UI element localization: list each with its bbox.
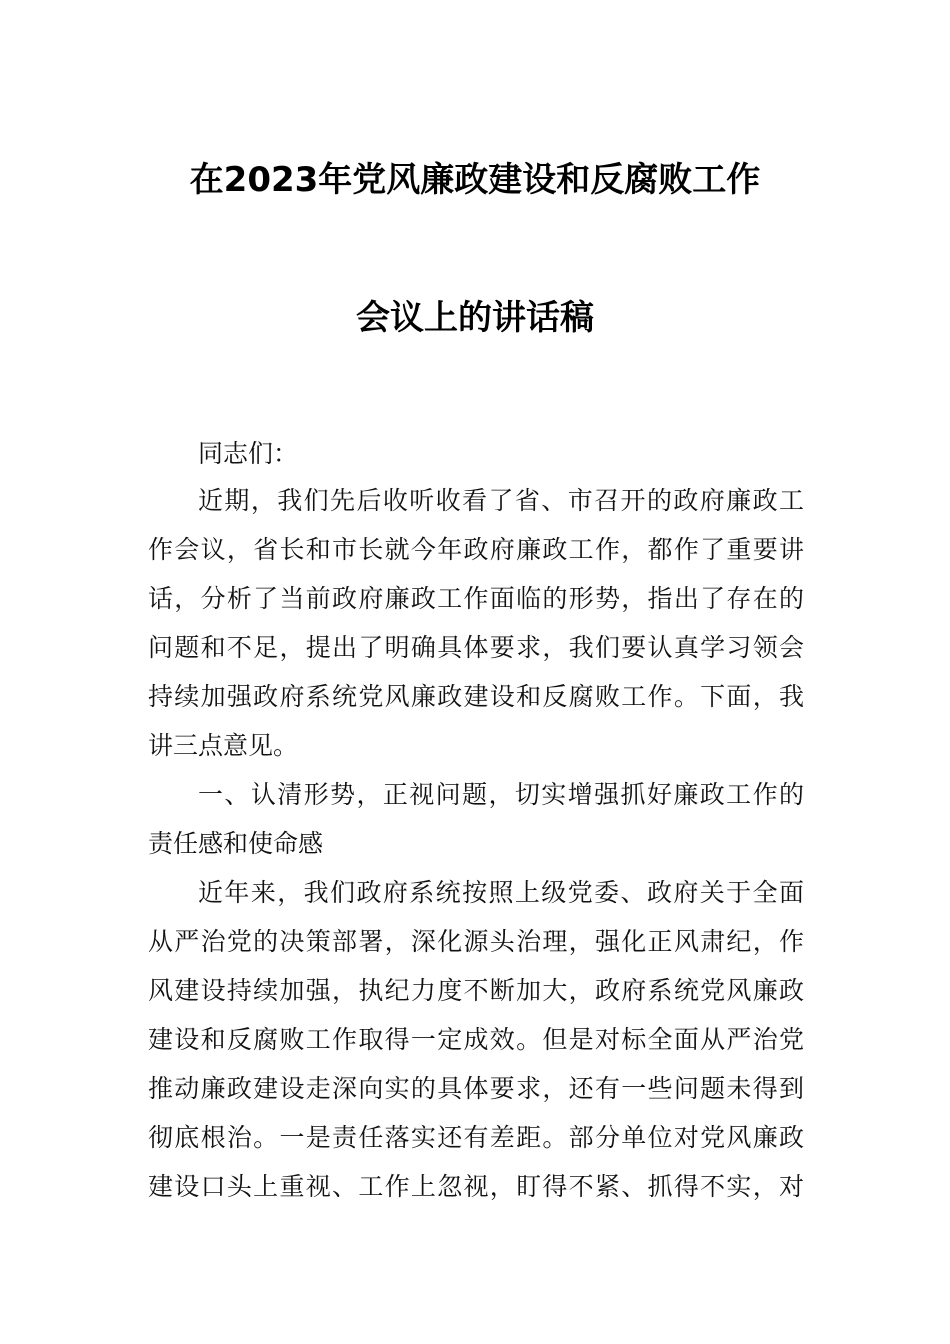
salutation: 同志们： — [198, 439, 299, 468]
body-line: 彻底根治。一是责任落实还有差距。部分单位对党风廉政 — [148, 1123, 804, 1152]
document-title-line-1: 在2023年党风廉政建设和反腐败工作 — [189, 160, 761, 200]
body-line: 风建设持续加强，执纪力度不断加大，政府系统党风廉政 — [148, 976, 804, 1005]
body-line: 问题和不足，提出了明确具体要求，我们要认真学习领会 — [148, 633, 804, 662]
body-line: 建设和反腐败工作取得一定成效。但是对标全面从严治党 — [148, 1025, 804, 1054]
body-line: 持续加强政府系统党风廉政建设和反腐败工作。下面，我 — [148, 682, 804, 711]
body-line: 讲三点意见。 — [148, 731, 299, 760]
body-line: 近年来，我们政府系统按照上级党委、政府关于全面 — [198, 878, 804, 907]
body-line: 推动廉政建设走深向实的具体要求，还有一些问题未得到 — [148, 1074, 804, 1103]
body-line: 建设口头上重视、工作上忽视，盯得不紧、抓得不实，对 — [148, 1172, 804, 1201]
body-line: 作会议，省长和市长就今年政府廉政工作，都作了重要讲 — [148, 535, 804, 564]
section-heading: 责任感和使命感 — [148, 829, 324, 858]
body-line: 从严治党的决策部署，深化源头治理，强化正风肃纪，作 — [148, 927, 804, 956]
body-line: 话，分析了当前政府廉政工作面临的形势，指出了存在的 — [148, 584, 804, 613]
body-line: 近期，我们先后收听收看了省、市召开的政府廉政工 — [198, 486, 804, 515]
document-title-line-2: 会议上的讲话稿 — [356, 298, 594, 338]
section-heading: 一、认清形势，正视问题，切实增强抓好廉政工作的 — [198, 780, 804, 809]
